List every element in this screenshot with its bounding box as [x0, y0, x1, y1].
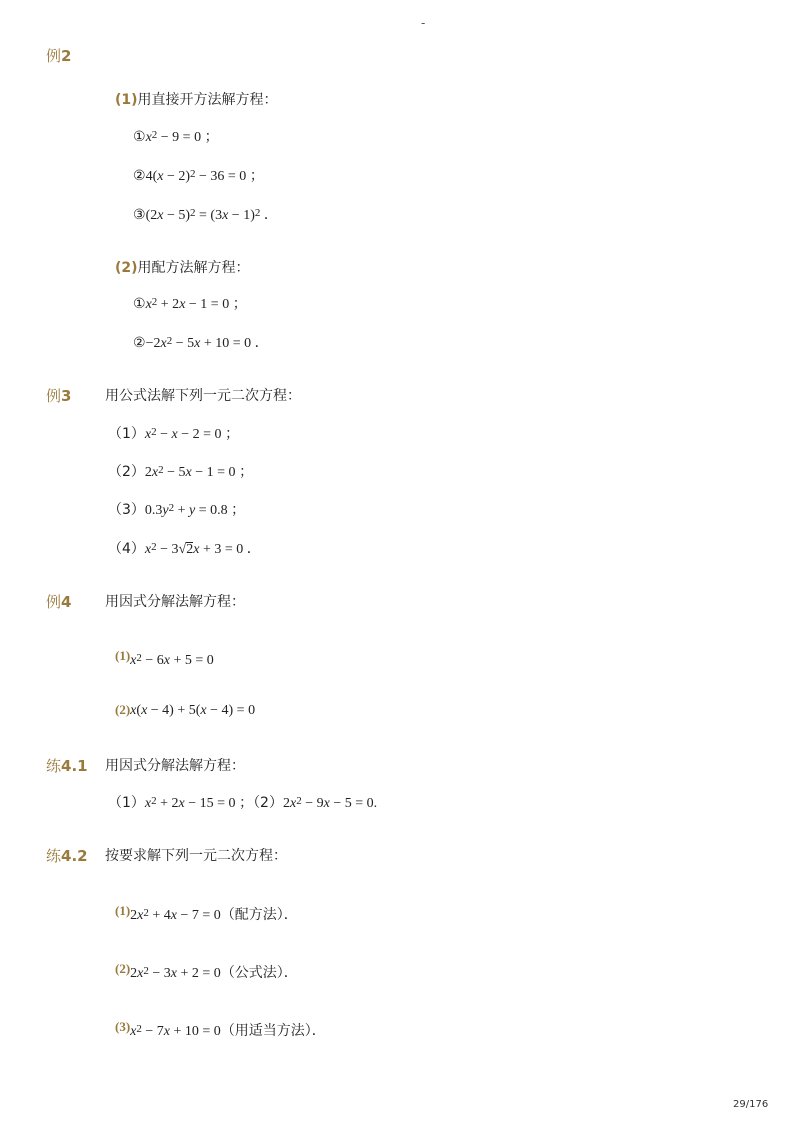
- item-number: （1）: [108, 795, 145, 811]
- practice-4-2-label-number: 4.2: [61, 847, 88, 865]
- circled-number: ②: [133, 336, 146, 351]
- item-number: (1): [115, 648, 131, 663]
- circled-number: ①: [133, 297, 146, 312]
- part-number: (1): [115, 92, 138, 108]
- circled-number: ①: [133, 130, 146, 145]
- punctuation: ；: [239, 795, 254, 811]
- example-4-label-prefix: 例: [46, 593, 62, 611]
- practice-4-2-label-prefix: 练: [46, 847, 62, 865]
- practice-4-1-label: [46, 755, 88, 776]
- practice-4-1-instruction: 用因式分解法解方程：: [105, 758, 245, 774]
- equation-p42-1: $(1)2x^2 + 4x - 7 = 0$（配方法）．: [115, 903, 298, 923]
- method-note: （用适当方法）．: [220, 1023, 326, 1039]
- punctuation: ；: [225, 426, 240, 442]
- example-3-label-number: 3: [61, 387, 72, 405]
- punctuation: ；: [249, 168, 264, 184]
- header-mark: -: [421, 16, 426, 30]
- punctuation: ．: [254, 335, 269, 351]
- punctuation: ．: [246, 541, 261, 557]
- equation-3-2: $(2)2x^2 - 5x - 1 = 0$ ；: [108, 464, 254, 480]
- equation-2-1-2: ②4(x − 2)$^2$ − 36 = 0 ；: [133, 168, 264, 184]
- equation-4-2: (2)x(x − 4) + 5(x − 4) = 0: [115, 702, 256, 718]
- example-2-part-1-heading: [115, 89, 278, 109]
- punctuation: ；: [232, 296, 247, 312]
- example-3-instruction: 用公式法解下列一元二次方程：: [105, 388, 301, 404]
- equation-2-2-2: $②-2x^2 - 5x + 10 = 0$ ．: [133, 335, 269, 351]
- equation-3-1: $(1)x^2 - x - 2 = 0$ ；: [108, 426, 240, 442]
- equation-3-3: $(3)0.3y^2 + y = 0.8$ ；: [108, 502, 246, 518]
- example-4-label: [46, 591, 71, 612]
- circled-number: ③: [133, 208, 146, 223]
- punctuation: ；: [239, 464, 254, 480]
- page-number: 29/176: [733, 1099, 769, 1110]
- equation-4-1: $(1)x^2 - 6x + 5 = 0$: [115, 648, 214, 668]
- method-note: （公式法）．: [220, 965, 298, 981]
- punctuation: ．: [263, 207, 278, 223]
- method-note: （配方法）．: [220, 907, 298, 923]
- example-2-label-number: 2: [61, 47, 72, 65]
- item-number: (1): [115, 903, 131, 918]
- example-3-label: [46, 385, 71, 406]
- practice-4-1-label-prefix: 练: [46, 757, 62, 775]
- equation-p42-2: $(2)2x^2 - 3x + 2 = 0$（公式法）．: [115, 961, 298, 981]
- practice-4-2-instruction: 按要求解下列一元二次方程：: [105, 848, 287, 864]
- example-3-label-prefix: 例: [46, 387, 62, 405]
- example-4-label-number: 4: [61, 593, 72, 611]
- equation-2-1-3: ③(2x − $5)^2 = (3x - 1)^2$ ．: [133, 207, 278, 223]
- item-number: （2）: [253, 795, 283, 811]
- part-number: (2): [115, 260, 138, 276]
- punctuation: ；: [204, 129, 219, 145]
- practice-4-1-equations: $(1)x^2 + 2x - 15 = 0$ ；$(2)2x^2 - 9x - 5 = 0$.: [108, 795, 378, 811]
- practice-4-1-label-number: 4.1: [61, 757, 88, 775]
- item-number: （2）: [108, 464, 145, 480]
- punctuation: .: [373, 796, 378, 811]
- equation-p42-3: $(3)x^2 - 7x + 10 = 0$（用适当方法）．: [115, 1019, 326, 1039]
- example-2-label-prefix: 例: [46, 47, 62, 65]
- item-number: （4）: [108, 541, 145, 557]
- circled-number: ②: [133, 169, 146, 184]
- item-number: (2): [115, 702, 131, 717]
- punctuation: ；: [231, 502, 246, 518]
- item-number: (2): [115, 961, 131, 976]
- example-2-label: [46, 45, 71, 66]
- equation-2-2-1: $①x^2 + 2x - 1 = 0$ ；: [133, 296, 247, 312]
- part-instruction: 用直接开方法解方程：: [137, 92, 278, 108]
- example-4-instruction: 用因式分解法解方程：: [105, 594, 245, 610]
- equation-3-4: $(4)x^2 - 3√2x + 3 = 0$ ．: [108, 541, 261, 557]
- practice-4-2-label: [46, 845, 88, 866]
- item-number: （3）: [108, 502, 145, 518]
- example-2-part-2-heading: [115, 257, 250, 277]
- item-number: (3): [115, 1019, 131, 1034]
- part-instruction: 用配方法解方程：: [137, 260, 250, 276]
- equation-2-1-1: $①x^2 - 9 = 0$ ；: [133, 129, 219, 145]
- item-number: （1）: [108, 426, 145, 442]
